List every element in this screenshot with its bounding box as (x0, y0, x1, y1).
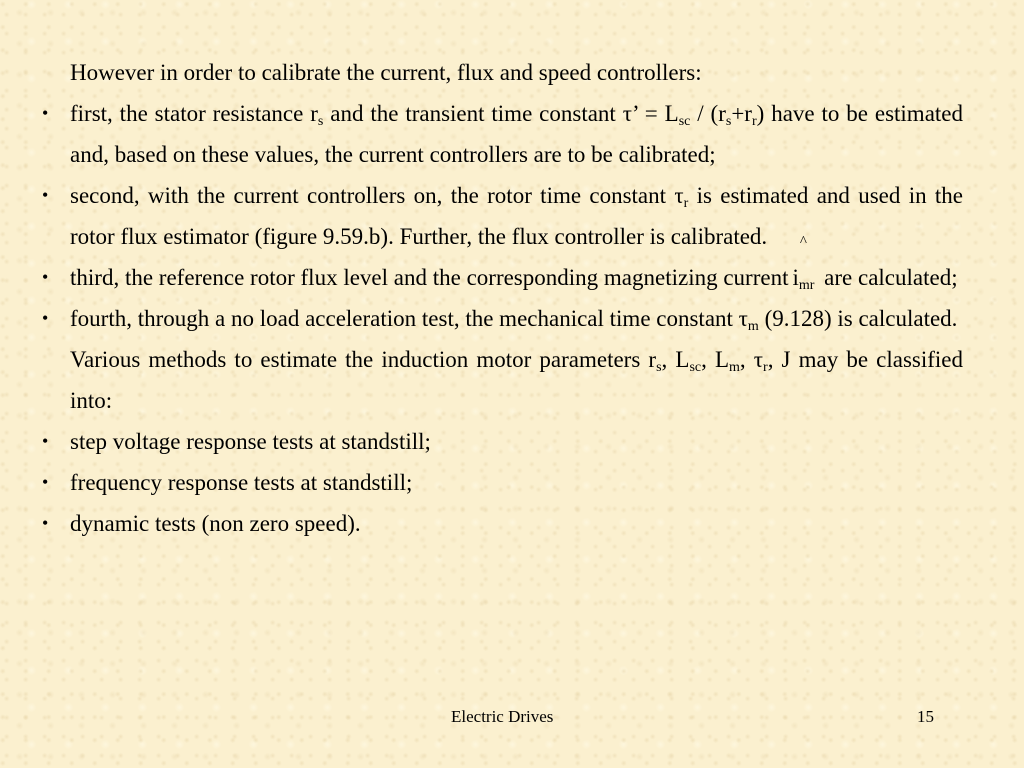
text: are calculated; (818, 265, 958, 290)
current-letter: i (792, 265, 799, 290)
text: is estimated and used in the rotor flux estimator (figure 9.59.b). Further, the flux controller is calibrated. (70, 183, 963, 249)
subscript: s (317, 114, 324, 129)
text: , L (661, 347, 690, 372)
bullet-item-mechanical-time-constant (42, 298, 963, 339)
text: fourth, through a no load acceleration test, the mechanical time constant τ (70, 306, 748, 331)
footer-title: Electric Drives (451, 707, 554, 726)
bullet-item-flux-level (42, 234, 963, 298)
text: (9.128) is calculated. (758, 306, 958, 331)
bullet-icon: • (42, 431, 49, 451)
text: , τ (739, 347, 764, 372)
text: second, with the current controllers on, the rotor time constant τ (70, 183, 684, 208)
subscript: sc (689, 360, 702, 375)
subscript: s (656, 360, 662, 375)
text: +r (731, 101, 752, 126)
text: , J may be classified into: (70, 347, 963, 413)
text: , L (701, 347, 730, 372)
subscript: mr (798, 278, 815, 293)
text: frequency response tests at standstill; (70, 470, 413, 495)
text: dynamic tests (non zero speed). (70, 511, 361, 536)
subscript: m (729, 360, 740, 375)
text: and the transient time constant τ’ = L (323, 101, 679, 126)
bullet-icon: • (42, 267, 49, 287)
bullet-item-frequency-response (42, 462, 963, 503)
bullet-icon: • (42, 472, 49, 492)
text: ) have to be estimated and, based on these values, the current controllers are to be calibrated; (70, 101, 964, 167)
slide-content (42, 52, 964, 544)
bullet-item-stator-resistance (42, 93, 964, 175)
caret-accent: ^ (799, 234, 807, 250)
subscript: s (725, 114, 732, 129)
subscript: sc (678, 114, 691, 129)
bullet-item-step-voltage (42, 421, 963, 462)
subscript: r (683, 196, 689, 211)
page-number: 15 (917, 707, 934, 726)
text: first, the stator resistance r (70, 101, 318, 126)
intro-text: However in order to calibrate the current, flux and speed controllers: (70, 60, 702, 85)
bullet-icon: • (42, 513, 49, 533)
bullet-item-dynamic-tests (42, 503, 963, 544)
text: / (r (690, 101, 726, 126)
subscript: r (763, 360, 768, 375)
text: step voltage response tests at standstill; (70, 429, 431, 454)
bullet-icon: • (42, 185, 49, 205)
bullet-item-rotor-time-constant (42, 175, 963, 257)
subscript: m (747, 319, 759, 334)
subscript: r (751, 114, 757, 129)
bullet-icon: • (42, 103, 49, 123)
text: Various methods to estimate the induction motor parameters r (70, 347, 657, 372)
text: third, the reference rotor flux level and the corresponding magnetizing current (70, 265, 789, 290)
bullet-icon: • (42, 308, 49, 328)
methods-paragraph (70, 339, 963, 421)
magnetizing-current-symbol (792, 234, 815, 298)
